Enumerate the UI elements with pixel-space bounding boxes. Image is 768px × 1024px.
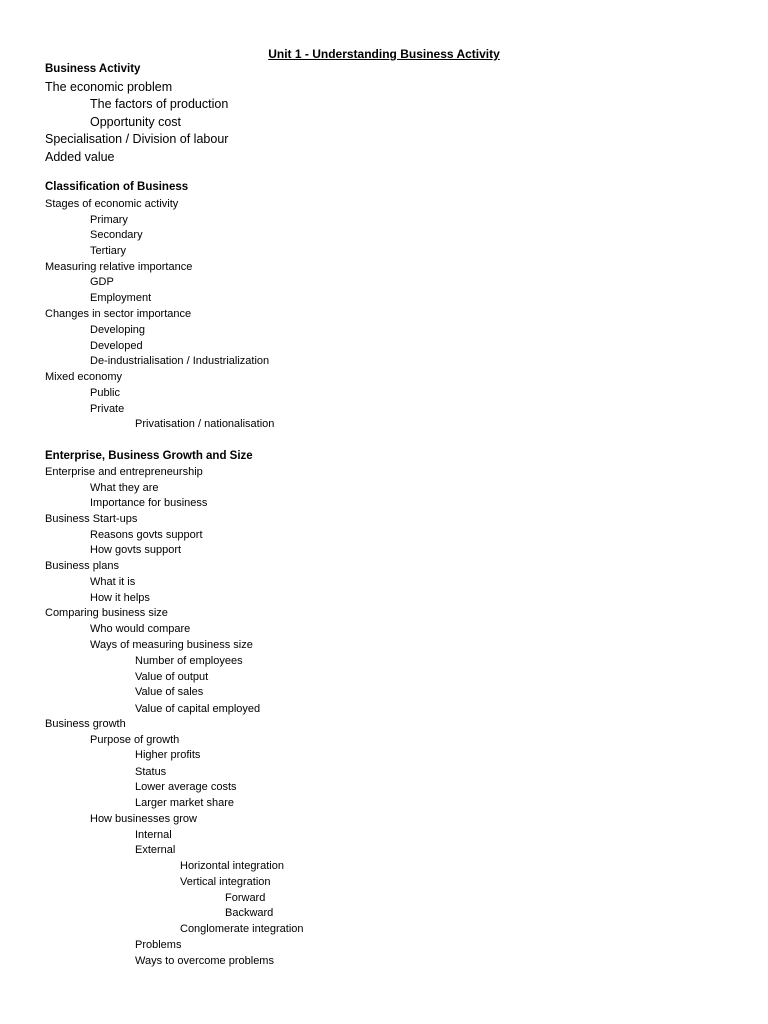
outline-item: Reasons govts support: [90, 529, 203, 541]
outline-item: Higher profits: [135, 749, 201, 761]
outline-item: GDP: [90, 276, 114, 288]
section-heading: Business Activity: [45, 63, 141, 75]
outline-item: Value of capital employed: [135, 703, 261, 715]
outline-item: External: [135, 844, 176, 856]
section-heading: Classification of Business: [45, 181, 189, 193]
outline-item: Employment: [90, 292, 152, 304]
outline-item: Added value: [45, 150, 115, 164]
outline-item: Comparing business size: [45, 607, 168, 619]
outline-item: Business Start-ups: [45, 513, 138, 525]
outline-item: Business growth: [45, 718, 126, 730]
outline-item: The economic problem: [45, 80, 173, 94]
outline-item: Who would compare: [90, 623, 191, 635]
document-title: Unit 1 - Understanding Business Activity: [268, 47, 500, 61]
outline-item: Purpose of growth: [90, 734, 180, 746]
outline-item: Number of employees: [135, 655, 243, 667]
outline-item: Status: [135, 766, 167, 778]
outline-item: Mixed economy: [45, 371, 123, 383]
outline-item: Importance for business: [90, 497, 208, 509]
outline-item: Privatisation / nationalisation: [135, 418, 275, 430]
outline-item: The factors of production: [90, 97, 229, 111]
outline-item: Measuring relative importance: [45, 261, 193, 273]
outline-item: Backward: [225, 907, 274, 919]
outline-item: How businesses grow: [90, 813, 197, 825]
outline-item: Changes in sector importance: [45, 308, 192, 320]
outline-item: Larger market share: [135, 797, 235, 809]
outline-item: How govts support: [90, 544, 182, 556]
outline-item: De-industrialisation / Industrialization: [90, 355, 270, 367]
outline-item: Horizontal integration: [180, 860, 284, 872]
outline-item: Value of output: [135, 671, 209, 683]
outline-item: Forward: [225, 892, 266, 904]
outline-item: Lower average costs: [135, 781, 237, 793]
outline-item: What they are: [90, 482, 159, 494]
outline-item: Value of sales: [135, 686, 204, 698]
outline-item: Enterprise and entrepreneurship: [45, 466, 203, 478]
outline-item: What it is: [90, 576, 136, 588]
outline-item: Internal: [135, 829, 172, 841]
outline-item: Public: [90, 387, 120, 399]
outline-item: Developing: [90, 324, 146, 336]
outline-item: Ways to overcome problems: [135, 955, 274, 967]
outline-item: Problems: [135, 939, 182, 951]
outline-item: Developed: [90, 340, 143, 352]
outline-item: Vertical integration: [180, 876, 271, 888]
outline-item: Ways of measuring business size: [90, 639, 253, 651]
outline-item: How it helps: [90, 592, 150, 604]
outline-item: Specialisation / Division of labour: [45, 132, 229, 146]
outline-item: Secondary: [90, 229, 143, 241]
outline-item: Business plans: [45, 560, 119, 572]
outline-item: Primary: [90, 214, 128, 226]
section-heading: Enterprise, Business Growth and Size: [45, 450, 253, 462]
outline-item: Private: [90, 403, 125, 415]
outline-item: Opportunity cost: [90, 115, 182, 129]
outline-item: Stages of economic activity: [45, 198, 179, 210]
outline-item: Conglomerate integration: [180, 923, 304, 935]
outline-item: Tertiary: [90, 245, 127, 257]
